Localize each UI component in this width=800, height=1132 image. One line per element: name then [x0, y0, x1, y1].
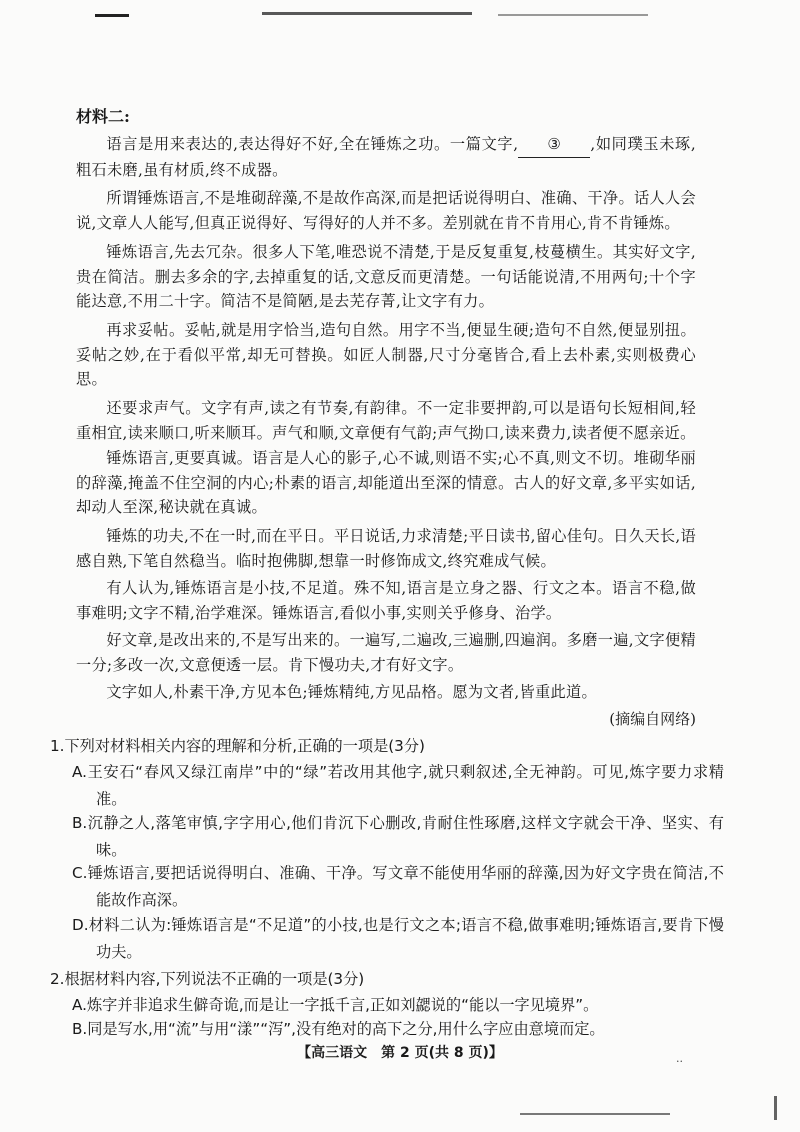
question-1-option-b[interactable]: B.沉静之人,落笔审慎,字字用心,他们肯沉下心删改,肯耐住性琢磨,这样文字就会干净、坚实、有味。 [72, 814, 724, 859]
question-1-stem: 1.下列对材料相关内容的理解和分析,正确的一项是(3分) [50, 737, 425, 755]
paragraph-1 [76, 132, 696, 182]
answer-blank[interactable]: ③ [518, 132, 590, 158]
question-1-option-a[interactable]: A.王安石“春风又绿江南岸”中的“绿”若改用其他字,就只剩叙述,全无神韵。可见,炼字要力求精准。 [72, 763, 724, 808]
paragraph-1-tail: ,如同璞玉未琢,粗石未磨,虽有材质,终不成器。 [76, 135, 696, 179]
scan-mark [95, 14, 129, 17]
paragraph-10: 文字如人,朴素干净,方见本色;锤炼精纯,方见品格。愿为文者,皆重此道。 [106, 683, 597, 701]
scan-mark [262, 12, 472, 15]
paragraph-9: 好文章,是改出来的,不是写出来的。一遍写,二遍改,三遍删,四遍润。多磨一遍,文字便精一分;多改一次,文意便透一层。肯下慢功夫,才有好文字。 [76, 631, 696, 674]
paragraph-8: 有人认为,锤炼语言是小技,不足道。殊不知,语言是立身之器、行文之本。语言不稳,做事难明;文字不精,治学难深。锤炼语言,看似小事,实则关乎修身、治学。 [76, 579, 696, 622]
scan-mark [774, 1096, 777, 1120]
paragraph-5: 还要求声气。文字有声,读之有节奏,有韵律。不一定非要押韵,可以是语句长短相间,轻重相宜,读来顺口,听来顺耳。声气和顺,文章便有气韵;声气拗口,读来费力,读者便不愿亲近。 [76, 399, 696, 442]
paragraph-4: 再求妥帖。妥帖,就是用字恰当,造句自然。用字不当,便显生硬;造句不自然,便显别扭。妥帖之妙,在于看似平常,却无可替换。如匠人制器,尺寸分毫皆合,看上去朴素,实则极费心思。 [76, 321, 696, 388]
question-2-option-b[interactable]: B.同是写水,用“流”与用“漾”“泻”,没有绝对的高下之分,用什么字应由意境而定。 [72, 1020, 605, 1038]
scan-mark [520, 1113, 670, 1115]
scan-mark [498, 14, 648, 16]
source-note: (摘编自网络) [609, 710, 696, 728]
paragraph-3: 锤炼语言,先去冗杂。很多人下笔,唯恐说不清楚,于是反复重复,枝蔓横生。其实好文字,贵在简洁。删去多余的字,去掉重复的话,文意反而更清楚。一句话能说清,不用两句;十个字能达意,不用二十字。简洁不是简陋,是去芜存菁,让文字有力。 [76, 243, 696, 310]
material-title: 材料二: [76, 107, 130, 126]
question-1-option-d[interactable]: D.材料二认为:锤炼语言是“不足道”的小技,也是行文之本;语言不稳,做事难明;锤炼语言,要肯下慢功夫。 [72, 916, 724, 961]
page-footer: 【高三语文 第 2 页(共 8 页)】 [297, 1045, 503, 1061]
question-2-option-a[interactable]: A.炼字并非追求生僻奇诡,而是让一字抵千言,正如刘勰说的“能以一字见境界”。 [72, 996, 599, 1014]
corner-dots: .. [676, 1052, 683, 1065]
question-2-stem: 2.根据材料内容,下列说法不正确的一项是(3分) [50, 970, 365, 988]
paragraph-7: 锤炼的功夫,不在一时,而在平日。平日说话,力求清楚;平日读书,留心佳句。日久天长,语感自熟,下笔自然稳当。临时抱佛脚,想靠一时修饰成文,终究难成气候。 [76, 527, 696, 570]
paragraph-2: 所谓锤炼语言,不是堆砌辞藻,不是故作高深,而是把话说得明白、准确、干净。话人人会说,文章人人能写,但真正说得好、写得好的人并不多。差别就在肯不肯用心,肯不肯锤炼。 [76, 189, 696, 232]
paragraph-6: 锤炼语言,更要真诚。语言是人心的影子,心不诚,则语不实;心不真,则文不切。堆砌华丽的辞藻,掩盖不住空洞的内心;朴素的语言,却能道出至深的情意。古人的好文章,多平实如话,却动人至深,秘诀就在真诚。 [76, 449, 696, 516]
paragraph-1-head: 语言是用来表达的,表达得好不好,全在锤炼之功。一篇文字, [106, 135, 519, 153]
question-1-option-c[interactable]: C.锤炼语言,要把话说得明白、准确、干净。写文章不能使用华丽的辞藻,因为好文字贵在简洁,不能故作高深。 [72, 864, 724, 909]
